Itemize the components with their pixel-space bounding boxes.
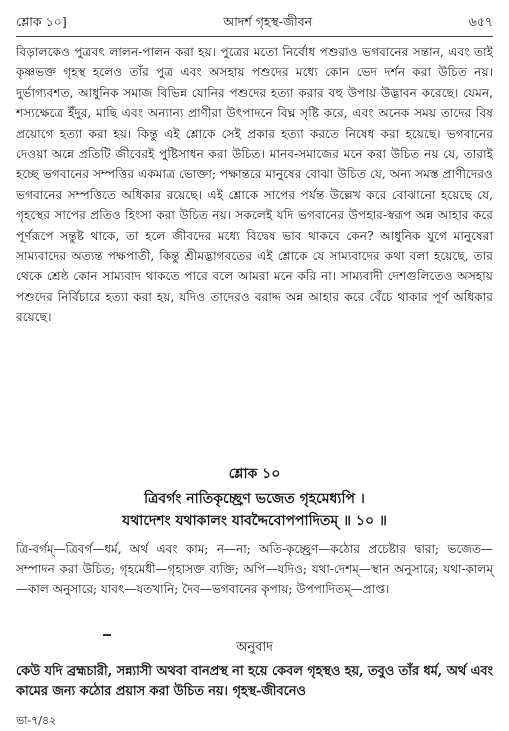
purport-text [16,42,493,328]
header-rule [16,36,493,37]
footer-signature: ভা-৭/৪২ [16,714,57,727]
verse-block [0,488,509,532]
verse-line-2: যথাদেশং যথাকালং যাবদ্দৈবোপপাদিতম্ ॥ ১০ ॥ [122,513,387,529]
page-header [16,14,493,34]
verse-line-1: ত্রিবর্গং নাতিকৃচ্ছ্রেণ ভজেত গৃহমেধ্যপি । [144,491,365,507]
purport-paragraph: বিড়ালকেও পুত্রবৎ লালন-পালন করা হয়। পুত্রের মতো নির্বোধ পশুরাও ভগবানের সন্তান, এবং তাই কৃষ্ণভক্ত গৃহস্থ হলেও তাঁর পুত্র এবং অসহায় পশুদের মধ্যে কোন ভেদ দর্শন করা উচিত নয়। দুর্ভাগ্যবশত, আধুনিক সমাজ বিভিন্ন যোনির পশুদের হত্যা করার বহু উপায় উদ্ভাবন করেছে। যেমন, শস্যক্ষেত্রে ইঁদুর, মাছি এবং অন্যান্য প্রাণীরা উৎপাদনে বিঘ্ন সৃষ্টি করে, এবং অনেক সময় তাদের বিষ প্রয়োগে হত্যা করা হয়। কিন্তু এই শ্লোকে সেই প্রকার হত্যা করতে নিষেধ করা হয়েছে। ভগবানের দেওয়া অন্নে প্রতিটি জীবেরই পুষ্টিসাধন করা উচিত। মানব-সমাজের মনে করা উচিত নয় যে, তারাই হচ্ছে ভগবানের সম্পত্তির একমাত্র ভোক্তা; পক্ষান্তরে মানুষের বোঝা উচিত যে, অন্য সমস্ত প্রাণীদেরও ভগবানের সম্পত্তিতে অধিকার রয়েছে। এই শ্লোকে সাপের পর্যন্ত উল্লেখ করে বোঝানো হয়েছে যে, গৃহস্থের সাপের প্রতিও হিংসা করা উচিত নয়। সকলেই যদি ভগবানের উপহার-স্বরূপ অন্ন আহার করে পূর্ণরূপে সন্তুষ্ট থাকে, তা হলে জীবদের মধ্যে বিদ্বেষ ভাব থাকবে কেন? আধুনিক যুগে মানুষেরা সাম্যবাদের অত্যন্ত পক্ষপাতী, কিন্তু শ্রীমদ্ভাগবতের এই শ্লোকে যে সাম্যবাদের কথা বলা হয়েছে, তার থেকে শ্রেষ্ঠ কোন সাম্যবাদ থাকতে পারে বলে আমরা মনে করি না। সাম্যবাদী দেশগুলিতেও অসহায় পশুদের নির্বিচারে হত্যা করা হয়, যদিও তাদেরও বরাদ্দ অন্ন আহার করে বেঁচে থাকার পূর্ণ অধিকার রয়েছে। [16,45,493,325]
synonyms: ত্রি-বর্গম্—ত্রিবর্গ—ধর্ম, অর্থ এবং কাম; ন—না; অতি-কৃচ্ছ্রেণ—কঠোর প্রচেষ্টার দ্বারা; ভজেত—সম্পাদন করা উচিত; গৃহমেধী—গৃহাসক্ত ব্যক্তি; অপি—যদিও; যথা-দেশম্—স্থান অনুসারে; যথা-কালম্—কাল অনুসারে; যাবৎ—যতখানি; দৈব—ভগবানের কৃপায়; উপপাদিতম্—প্রাপ্ত। [16,542,493,596]
translation-text: কেউ যদি ব্রহ্মচারী, সন্ন্যাসী অথবা বানপ্রস্থ না হয়ে কেবল গৃহস্থও হয়, তবুও তাঁর ধর্ম, অর্থ এবং কামের জন্য কঠোর প্রয়াস করা উচিত নয়। গৃহস্থ-জীবনেও [16,664,493,699]
decorative-mark [103,634,111,636]
header-title: আদর্শ গৃহস্থ-জীবন [223,14,313,29]
page-number: ৬৫৭ [468,14,493,29]
header-verse-ref: শ্লোক ১০] [16,14,67,29]
verse-heading: শ্লোক ১০ [228,466,281,482]
translation-heading: অনুবাদ [236,640,273,655]
